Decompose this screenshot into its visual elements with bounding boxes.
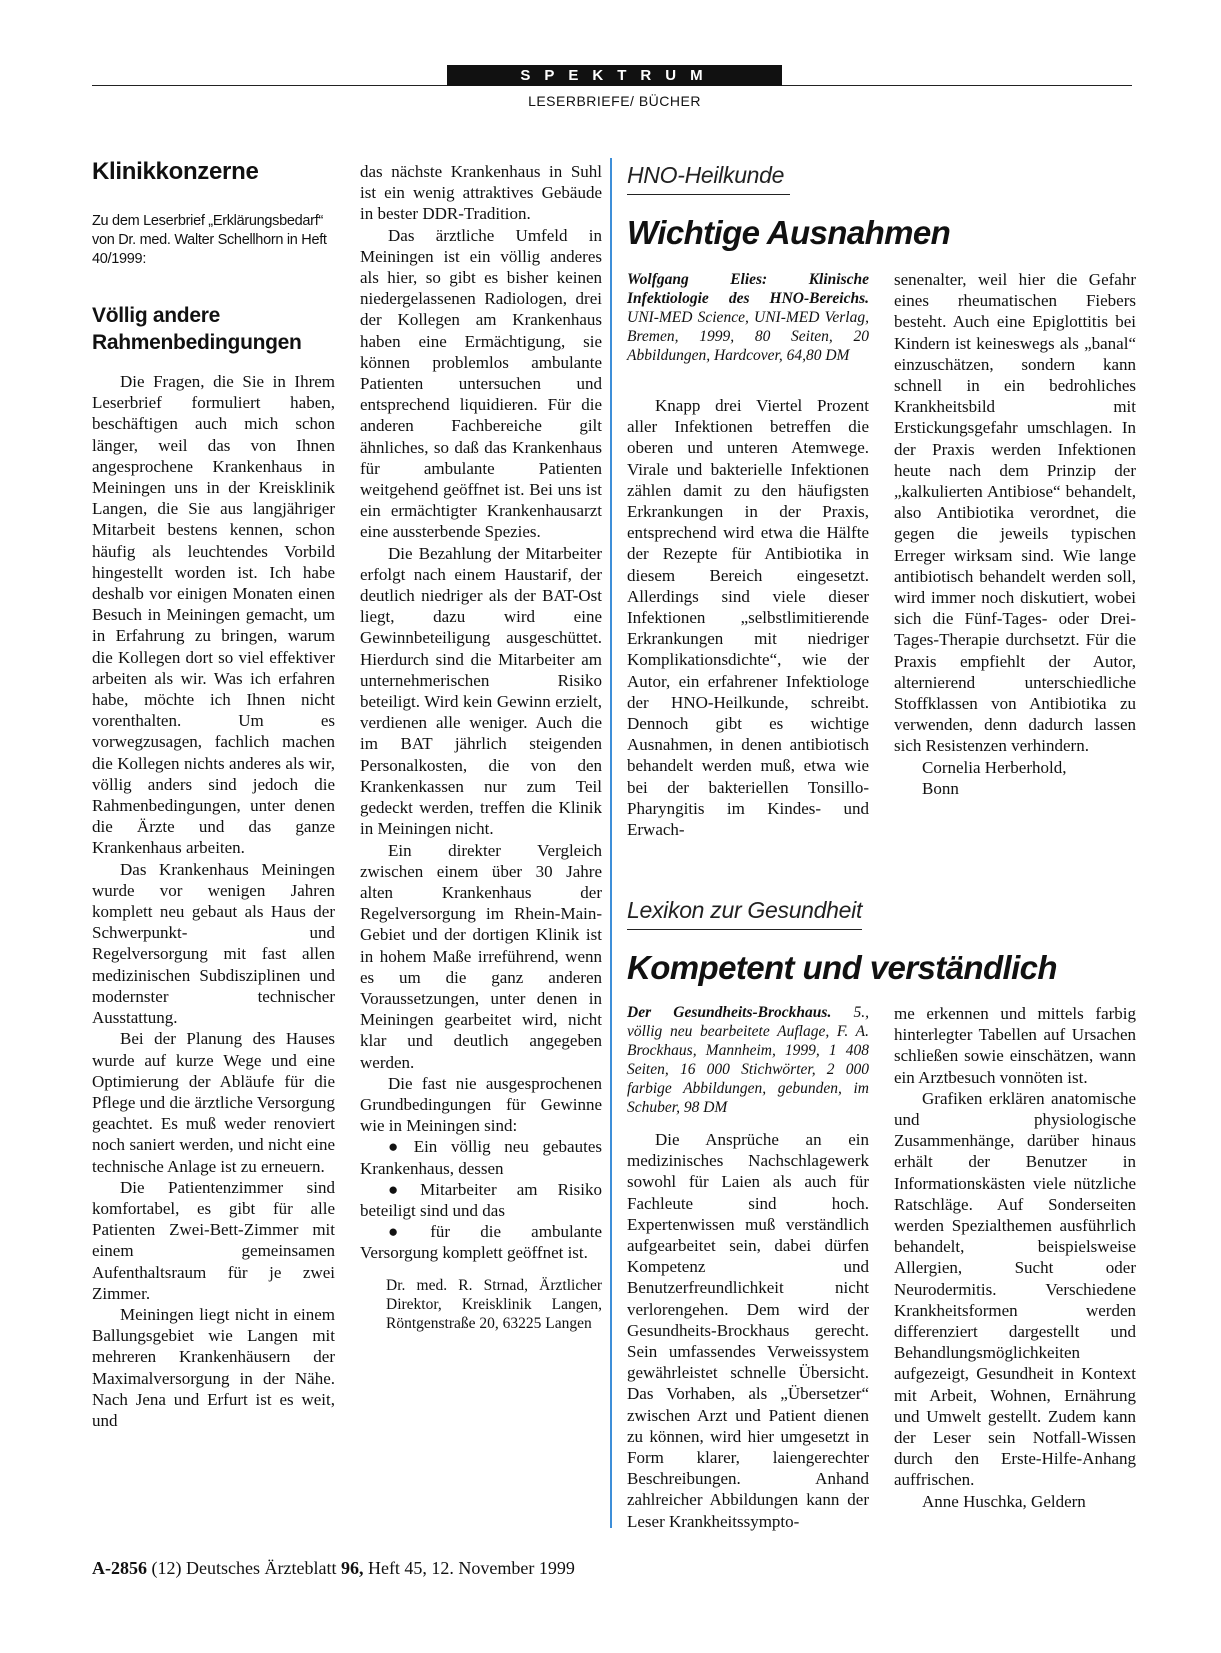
review1-book-title: Wolfgang Elies: Klinische Infektiologie des HNO-Bereichs.: [627, 271, 869, 307]
paragraph: me erkennen und mittels farbig hinterlegter Tabellen auf Ursachen schließen sowie einschätzen, wann ein Arztbesuch vonnöten ist.: [894, 1004, 1136, 1087]
review1-author-name: Cornelia Herberhold,: [922, 757, 1067, 777]
review2-rubric: Lexikon zur Gesundheit: [627, 897, 863, 923]
letter-title: Klinikkonzerne: [92, 158, 259, 185]
review1-book-details: UNI-MED Science, UNI-MED Verlag, Bremen, 1999, 80 Seiten, 20 Abbildungen, Hardcover, 64,80 DM: [627, 309, 869, 364]
journal-name: Deutsches Ärzteblatt: [186, 1558, 337, 1578]
letter-signature: Dr. med. R. Strnad, Ärztlicher Direktor, Kreisklinik Langen, Röntgenstraße 20, 63225 Langen: [386, 1276, 602, 1332]
paragraph: Knapp drei Viertel Prozent aller Infektionen betreffen die oberen und unteren Atemwege. Virale und bakterielle Infektionen zählen damit zu den häufigsten Erkrankungen in der Praxis, entsprechend wird etwa die Hälfte der Rezepte für Antibiotika in diesem Bereich eingesetzt. Allerdings sind viele dieser Infektionen „selbstlimitierende Erkrankungen mit niedriger Komplikationsdichte“, wie der Autor, ein erfahrener Infektiologe der HNO-Heilkunde, schreibt. Dennoch gibt es wichtige Ausnahmen, in denen antibiotisch behandelt werden muß, etwa wie bei der bakteriellen Tonsillo-Pharyngitis im Kindes- und Erwach-: [627, 396, 869, 840]
section-banner: SPEKTRUM: [447, 65, 782, 86]
review1-book-info: [627, 270, 869, 365]
page-footer: [92, 1558, 575, 1579]
review1-rubric-rule: [627, 194, 790, 195]
letter-subtitle: Völlig andere Rahmenbedingungen: [92, 304, 302, 354]
review2-book-title: Der Gesundheits-Brockhaus.: [627, 1004, 832, 1021]
journal-issue: Heft 45, 12. November 1999: [367, 1558, 575, 1578]
letter-lead: Zu dem Leserbrief „Erklärungsbedarf“ von Dr. med. Walter Schellhorn in Heft 40/1999:: [92, 213, 327, 267]
paragraph: Grafiken erklären anatomische und physiologische Zusammenhänge, darüber hinaus erhält der Benutzer in Informationskästen viele nützliche Ratschläge. Auf Sonderseiten werden Spezialthemen ausführlich behandelt, beispielsweise Allergien, Sucht oder Neurodermitis. Verschiedene Krankheitsformen werden differenziert dargestellt und Behandlungsmöglichkeiten aufgezeigt, Gesundheit in Kontext mit Arbeit, Wohnen, Ernährung und Umwelt gestellt. Zudem kann der Leser sein Notfall-Wissen durch den Erste-Hilfe-Anhang auffrischen.: [894, 1088, 1136, 1490]
bullet-icon: ●: [388, 1137, 408, 1157]
review1-column-4: [894, 269, 1136, 799]
review2-column-3: [627, 1129, 869, 1532]
review2-book-info: [627, 1003, 869, 1117]
review2-author: Anne Huschka, Geldern: [922, 1491, 1086, 1511]
bullet-item: ● Mitarbeiter am Risiko beteiligt sind und das: [360, 1179, 602, 1220]
journal-volume: 96,: [340, 1558, 364, 1578]
page-code: A-2856: [92, 1558, 147, 1578]
letter-column-2: [360, 161, 602, 1333]
bullet-item: ● Ein völlig neu gebautes Krankenhaus, dessen: [360, 1137, 602, 1178]
paragraph: Die Bezahlung der Mitarbeiter erfolgt nach einem Haustarif, der deutlich niedriger als der BAT-Ost liegt, dazu wird eine Gewinnbeteiligung ausgeschüttet. Hierdurch sind die Mitarbeiter am unternehmerischen Risiko beteiligt. Wird kein Gewinn erzielt, verdienen alle weniger. Auch die im BAT jährlich steigenden Personalkosten, die von den Krankenkassen nur zum Teil gedeckt werden, treffen die Klinik in Meiningen nicht.: [360, 543, 602, 839]
paragraph: Das Krankenhaus Meiningen wurde vor wenigen Jahren komplett neu gebaut als Haus der Schwerpunkt- und Regelversorgung mit fast allen medizinischen Subdisziplinen und modernster technischer Ausstattung.: [92, 859, 335, 1028]
paragraph: Die Ansprüche an ein medizinisches Nachschlagewerk sowohl für Laien als auch für Fachleute sind hoch. Expertenwissen muß verständlich aufgearbeitet sein, dabei dürfen Kompetenz und Benutzerfreundlichkeit nicht verlorengehen. Dem wird der Gesundheits-Brockhaus gerecht. Sein umfassendes Verweissystem gewährleistet schnelle Übersicht. Das Vorhaben, als „Übersetzer“ zwischen Arzt und Patient dienen zu können, wird hier umgesetzt in Form klarer, laiengerechter Beschreibungen. Anhand zahlreicher Abbildungen kann der Leser Krankheitssympto-: [627, 1130, 869, 1531]
bullet-item: ● für die ambulante Versorgung komplett geöffnet ist.: [360, 1222, 602, 1263]
paragraph: Bei der Planung des Hauses wurde auf kurze Wege und eine Optimierung der Abläufe für die Pflege und die ärztliche Versorgung geachtet. Es muß weder renoviert noch saniert werden, und nicht eine technische Anlage ist zu erneuern.: [92, 1029, 335, 1176]
paragraph: senenalter, weil hier die Gefahr eines rheumatischen Fiebers besteht. Auch eine Epiglottitis bei Kindern ist keineswegs als „banal“ einzuschätzen, sondern kann schnell in ein bedrohliches Krankheitsbild mit Erstickungsgefahr umschlagen. In der Praxis werden Infektionen heute nach dem Prinzip der „kalkulierten Antibiose“ behandelt, also Antibiotika verordnet, die gegen die jeweils typischen Erreger wirksam sind. Wie lange antibiotisch behandelt werden soll, wird immer noch diskutiert, wobei sich die Fünf-Tages- oder Drei-Tages-Therapie durchsetzt. Für die Praxis empfiehlt der Autor, alternierend unterschiedliche Stoffklassen von Antibiotika zu verwenden, denn dadurch lassen sich Resistenzen verhindern.: [894, 270, 1136, 756]
review1-author-city: Bonn: [922, 778, 959, 798]
paragraph: Die fast nie ausgesprochenen Grundbedingungen für Gewinne wie in Meiningen sind:: [360, 1073, 602, 1136]
review2-rubric-rule: [627, 929, 862, 930]
review1-title: Wichtige Ausnahmen: [627, 214, 951, 251]
bullet-icon: ●: [388, 1222, 425, 1242]
paragraph: Die Fragen, die Sie in Ihrem Leserbrief formuliert haben, beschäftigen auch mich schon länger, weil das von Ihnen angesprochene Krankenhaus in Meiningen uns in der Kreisklinik Langen, die Sie aus langjähriger Mitarbeit bestens kennen, schon häufig als leuchtendes Vorbild hingestellt worden ist. Ich habe deshalb vor einigen Monaten einen Besuch in Meiningen gemacht, um in Erfahrung zu bringen, warum die Kollegen dort so viel effektiver arbeiten als wir. Was ich erfahren habe, möchte ich Ihnen nicht vorenthalten. Um es vorwegzusagen, fachlich machen die Kollegen nichts anderes als wir, völlig anders sind jedoch die Rahmenbedingungen, unter denen die Ärzte und das ganze Krankenhaus arbeiten.: [92, 372, 335, 858]
page-sub: (12): [151, 1558, 182, 1578]
review1-rubric: HNO-Heilkunde: [627, 162, 785, 188]
paragraph: Die Patientenzimmer sind komfortabel, es gibt für alle Patienten Zwei-Bett-Zimmer mit einem gemeinsamen Aufenthaltsraum für je zwei Zimmer.: [92, 1177, 335, 1303]
letter-column-1: [92, 371, 335, 1431]
paragraph: Meiningen liegt nicht in einem Ballungsgebiet wie Langen mit mehreren Krankenhäusern der Maximalversorgung in der Nähe. Nach Jena und Erfurt ist es weit, und: [92, 1304, 335, 1430]
paragraph: das nächste Krankenhaus in Suhl ist ein wenig attraktives Gebäude in bester DDR-Tradition.: [360, 162, 602, 224]
bullet-icon: ●: [388, 1179, 415, 1199]
review2-book-details: 5., völlig neu bearbeitete Auflage, F. A. Brockhaus, Mannheim, 1999, 1 408 Seiten, 16 000 Stichwörter, 2 000 farbige Abbildungen, gebunden, im Schuber, 98 DM: [627, 1004, 869, 1116]
column-accent-line: [610, 158, 612, 1528]
review2-title: Kompetent und verständlich: [627, 949, 1057, 986]
rubric-label: LESERBRIEFE/ BÜCHER: [528, 93, 701, 109]
review1-column-3: [627, 395, 869, 840]
paragraph: Das ärztliche Umfeld in Meiningen ist ein völlig anderes als hier, so gibt es bisher keinen niedergelassenen Radiologen, drei der Kollegen am Krankenhaus haben eine Ermächtigung, sie können problemlos ambulante Patienten untersuchen und entsprechend liquidieren. Für die anderen Fachbereiche gilt ähnliches, so daß das Krankenhaus für ambulante Patienten weitgehend geöffnet ist. Bei uns ist ein ermächtigter Krankenhausarzt eine aussterbende Spezies.: [360, 225, 602, 542]
paragraph: Ein direkter Vergleich zwischen einem über 30 Jahre alten Krankenhaus der Regelversorgung im Rhein-Main-Gebiet und der dortigen Klinik ist in hohem Maße irreführend, wenn es um die ganz anderen Voraussetzungen, unter denen in Meiningen gearbeitet wird, nicht klar und deutlich angegeben werden.: [360, 840, 602, 1072]
review2-column-4: [894, 1003, 1136, 1512]
